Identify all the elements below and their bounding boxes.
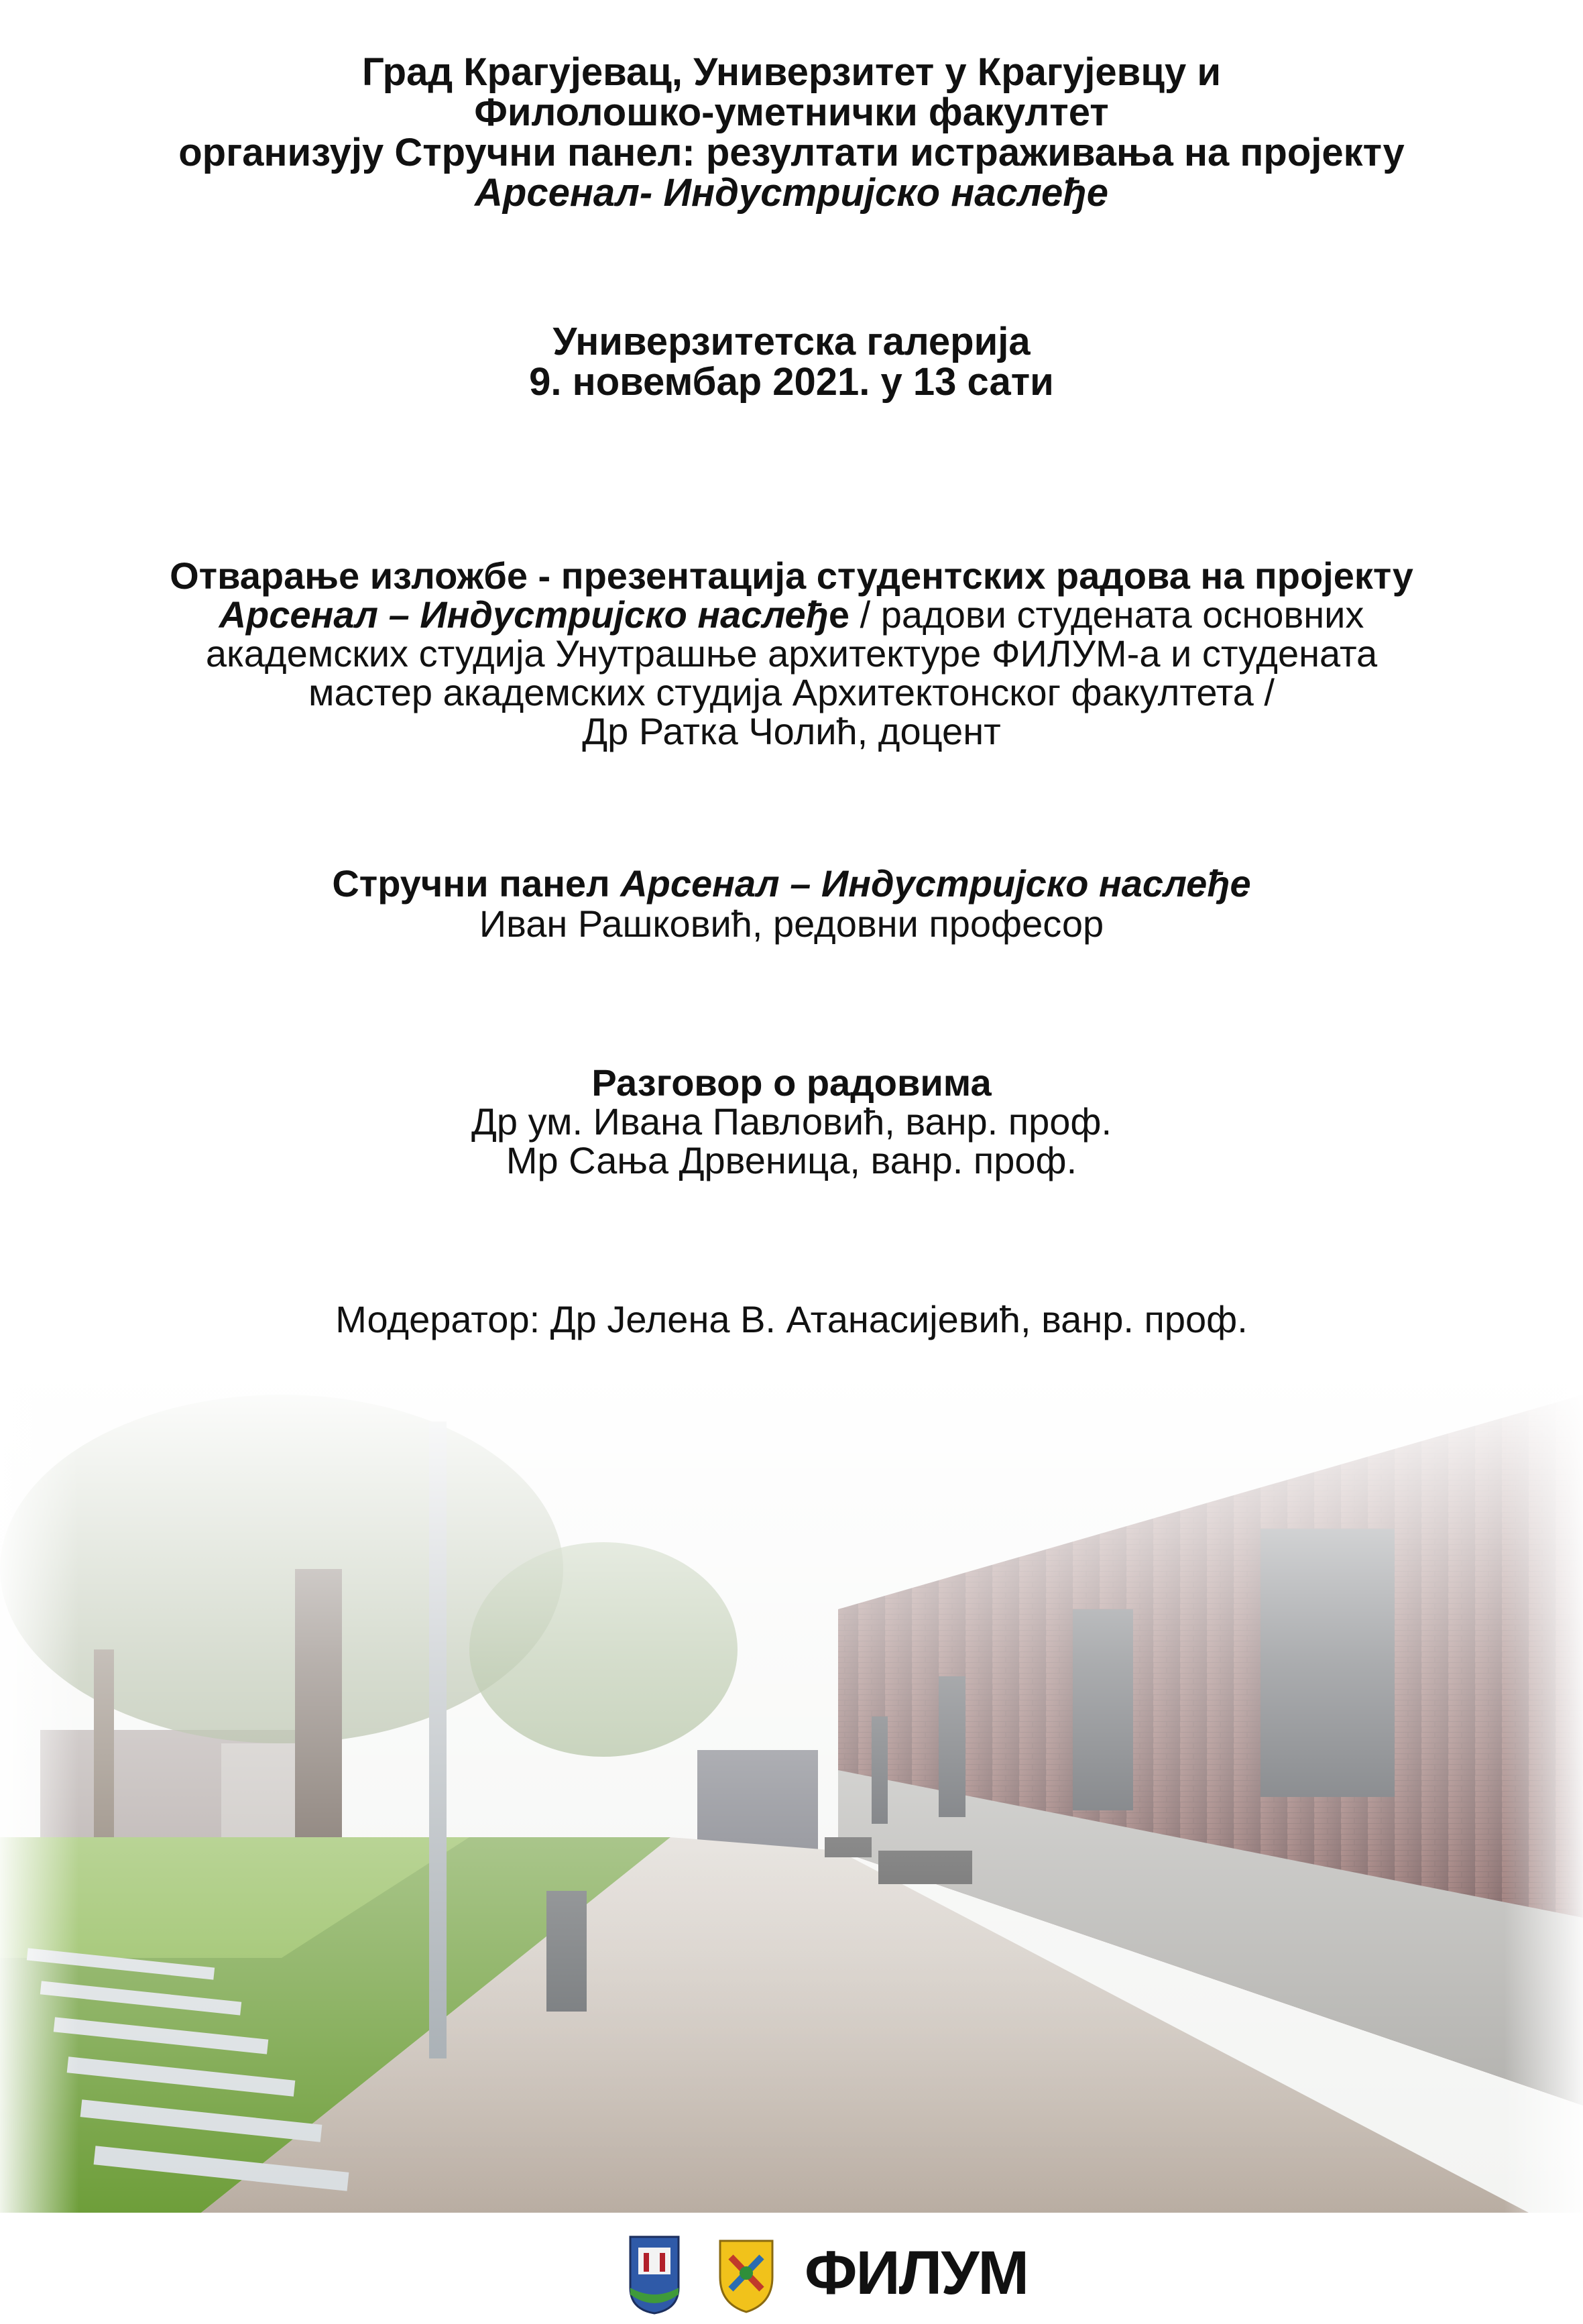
talk-speaker-2: Мр Сања Дрвеница, ванр. проф. [506, 1139, 1077, 1181]
opening-project-name-tail: е [828, 593, 850, 636]
moderator-block [0, 1299, 1583, 1340]
opening-desc-2: академских студија Унутрашње архитектуре ФИЛУМ-а и студената [205, 632, 1378, 675]
discussion-block [0, 1063, 1583, 1180]
university-shield-icon [716, 2237, 776, 2315]
talk-title: Разговор о радовима [591, 1061, 992, 1104]
heading-project-name: Арсенал- Индустријско наслеђе [475, 171, 1108, 215]
filum-logo-text: ФИЛУМ [805, 2239, 1029, 2307]
panel-title [0, 864, 1583, 904]
event-heading [0, 52, 1583, 213]
venue-block [0, 322, 1583, 402]
talk-speaker-1: Др ум. Ивана Павловић, ванр. проф. [471, 1100, 1112, 1143]
moderator-line: Модератор: Др Јелена В. Атанасијевић, ванр. проф. [335, 1298, 1248, 1340]
panel-speaker: Иван Рашковић, редовни професор [479, 903, 1104, 945]
exhibition-opening-block [0, 557, 1583, 751]
opening-speaker: Др Ратка Чолић, доцент [582, 710, 1001, 752]
opening-desc-3: мастер академских студија Архитектонског факултета / [308, 671, 1275, 713]
opening-desc-1: / радови студената основних [849, 593, 1364, 636]
opening-project-name: Арсенал – Индустријско наслеђ [219, 593, 829, 636]
heading-line-1: Град Крагујевац, Универзитет у Крагујевцу и [361, 50, 1222, 94]
kragujevac-city-coat-of-arms-icon [628, 2234, 681, 2315]
panel-title-prefix: Стручни панел [332, 862, 621, 905]
heading-line-3: организују Стручни панел: резултати истраживања на пројекту [178, 131, 1405, 174]
logo-strip [0, 2226, 1583, 2324]
expert-panel-block [0, 864, 1583, 944]
opening-project-line [0, 595, 1583, 634]
opening-title: Отварање изложбе - презентација студентских радова на пројекту [170, 555, 1413, 597]
venue-place: Универзитетска галерија [552, 320, 1031, 363]
heading-line-2: Филолошко-уметнички факултет [474, 91, 1109, 134]
architectural-render-image [0, 1368, 1583, 2213]
venue-datetime: 9. новембар 2021. у 13 сати [529, 360, 1054, 404]
panel-title-project: Арсенал – Индустријско наслеђе [620, 862, 1251, 905]
